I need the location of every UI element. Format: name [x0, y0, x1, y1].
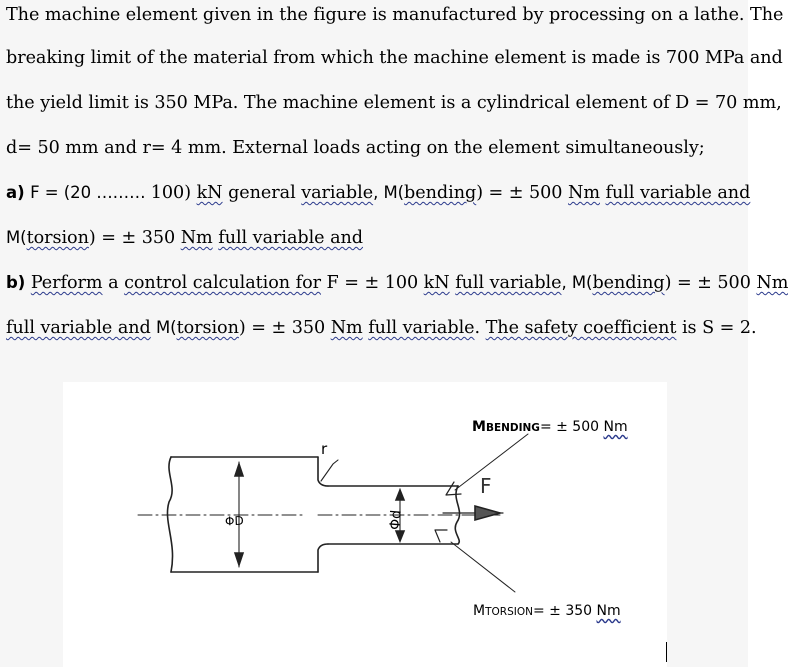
- part-a-general: general: [222, 183, 302, 203]
- text-cursor: [666, 642, 667, 662]
- paragraph-line-1: The machine element given in the figure is manufactured by processing on a lathe. The: [6, 5, 784, 25]
- part-b-full-variable-and: full variable and: [6, 318, 151, 338]
- part-b-period: .: [474, 318, 486, 338]
- torsion-moment-subscript: TORSION: [485, 606, 533, 618]
- torsion-moment-m: M: [473, 603, 486, 619]
- part-a-variable: variable: [301, 183, 374, 203]
- part-b-kn-unit: kN: [423, 273, 450, 293]
- part-b-torsion-value: ) = ± 350: [238, 318, 331, 338]
- dimension-D-arrow-bottom: [235, 553, 243, 565]
- part-a-torsion-value: ) = ± 350: [88, 228, 181, 248]
- bending-moment-value: = ± 500: [539, 419, 604, 435]
- diameter-d-label: Φd: [387, 509, 405, 531]
- part-a-bending-value: ) = ± 500: [476, 183, 568, 203]
- bending-moment-label: [472, 419, 628, 435]
- part-b-full-variable: full variable: [455, 273, 562, 293]
- part-b-label: b): [6, 273, 26, 292]
- part-b-line-2: [6, 316, 757, 340]
- shoulder-fillet-top: [318, 457, 328, 486]
- bending-leader-arrow: [446, 482, 461, 495]
- torsion-leader-arrow: [435, 530, 447, 542]
- part-b-force-value: F = ± 100: [320, 273, 424, 293]
- force-label: F: [480, 474, 492, 498]
- torsion-leader: [451, 542, 515, 592]
- part-b-nm-unit: Nm: [756, 273, 788, 293]
- part-a-nm2-unit: Nm: [180, 228, 213, 248]
- part-b-m-open: , M(: [561, 273, 593, 292]
- part-a-line-2: [6, 226, 363, 250]
- part-b-m2-open: M(: [150, 318, 177, 337]
- part-b-bending-value: ) = ± 500: [664, 273, 757, 293]
- torsion-moment-unit: Nm: [596, 603, 621, 619]
- dimension-d-arrow-top: [396, 490, 404, 500]
- bending-moment-subscript: BENDING: [485, 422, 540, 434]
- part-b-torsion: torsion: [176, 318, 239, 338]
- part-a-full-variable-and-2: full variable and: [218, 228, 364, 248]
- part-b-a: a: [102, 273, 125, 293]
- torsion-moment-value: = ± 350: [532, 603, 597, 619]
- part-a-bending: bending: [404, 183, 477, 203]
- part-a-force-range: F = (20 ………: [30, 183, 151, 202]
- machine-element-figure: [63, 382, 667, 667]
- dimension-D-arrow-top: [235, 464, 243, 476]
- bending-moment-unit: Nm: [603, 419, 628, 435]
- radius-leader: [321, 460, 338, 481]
- part-b-full-variable-2: full variable: [368, 318, 475, 338]
- part-b-safety-value: is S = 2.: [676, 318, 757, 338]
- dimension-d-arrow-bottom: [396, 531, 404, 541]
- part-b-line-1: [6, 271, 788, 295]
- part-a-m-open: , M(: [373, 183, 405, 202]
- part-a-kn-unit: kN: [196, 183, 223, 203]
- paragraph-line-2: breaking limit of the material from which the machine element is made is 700 MPa and: [6, 48, 783, 68]
- part-a-m2-open: M(: [6, 228, 27, 247]
- paragraph-line-3: the yield limit is 350 MPa. The machine element is a cylindrical element of D = 70 mm,: [6, 93, 782, 113]
- part-a-nm-unit: Nm: [568, 183, 600, 203]
- force-arrow-head: [475, 506, 500, 520]
- part-a-force-max: 100): [150, 183, 197, 203]
- radius-label: r: [321, 440, 328, 458]
- paragraph-line-4: d= 50 mm and r= 4 mm. External loads acting on the element simultaneously;: [6, 138, 705, 158]
- part-b-safety-coefficient: The safety coefficient: [485, 318, 677, 338]
- part-b-control-calculation: control calculation for: [124, 273, 321, 293]
- bending-moment-m: M: [472, 419, 486, 435]
- shoulder-fillet-bottom: [318, 544, 328, 572]
- part-a-label: a): [6, 183, 25, 202]
- part-b-perform: Perform: [30, 273, 103, 293]
- part-a-line-1: [6, 181, 750, 205]
- part-b-nm2-unit: Nm: [330, 318, 363, 338]
- part-b-bending: bending: [592, 273, 665, 293]
- part-a-torsion: torsion: [26, 228, 89, 248]
- part-a-full-variable-and: full variable and: [605, 183, 751, 203]
- diameter-D-label: ΦD: [224, 513, 244, 529]
- torsion-moment-label: [473, 603, 621, 619]
